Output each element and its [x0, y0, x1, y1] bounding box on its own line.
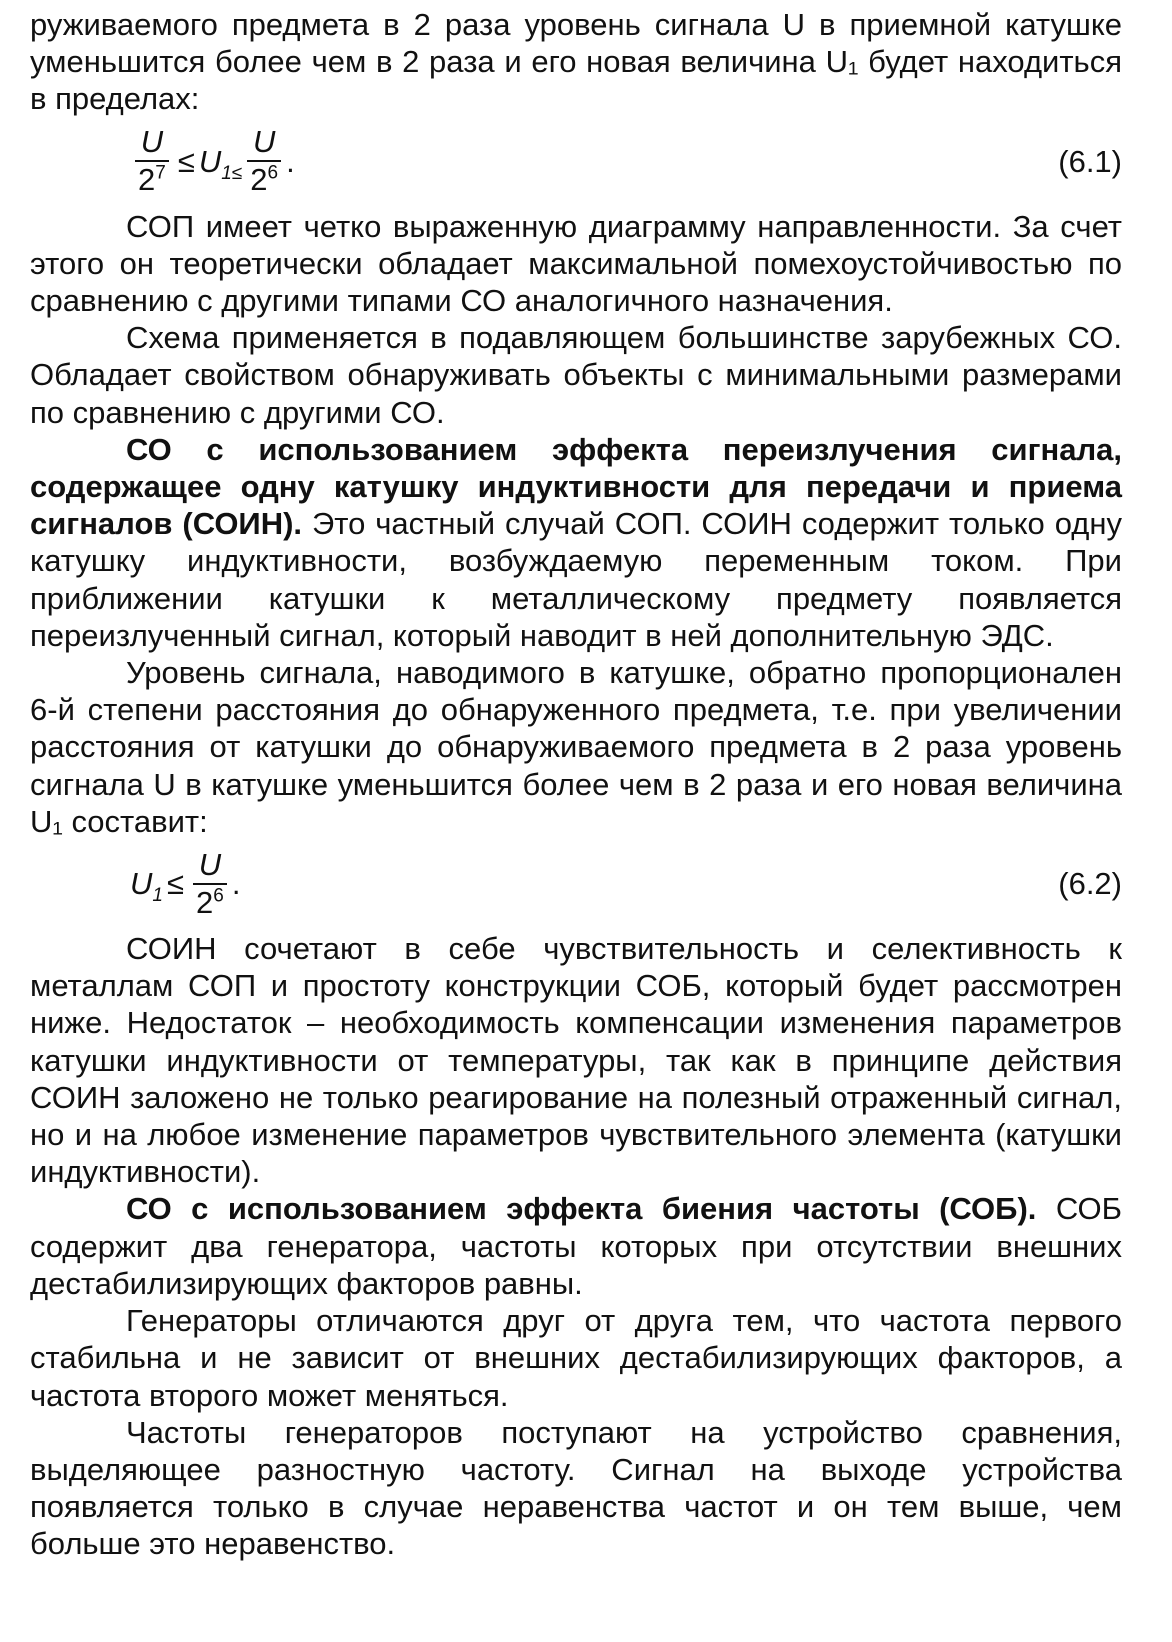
fraction-right: [246, 125, 282, 198]
variable-u: U: [198, 144, 222, 179]
fraction-numerator: U: [193, 848, 227, 885]
paragraph-soin-text: Это частный случай СОП. СОИН содержит только одну катушку индуктивности, возбуждаемую переменным током. При приближении катушки к металлическому предмету появляется переизлученный сигнал, который наводит в ней дополнительную ЭДС.: [30, 506, 1122, 653]
variable-subscript: 1: [152, 885, 163, 907]
fraction-left: [134, 125, 170, 198]
fraction-left-denominator: [134, 162, 170, 198]
formula-6-1-expression: [130, 122, 295, 202]
den-left-exponent: 7: [155, 162, 166, 184]
den-right-exponent: 6: [267, 162, 279, 184]
fraction-denominator: [192, 885, 228, 921]
variable-u1: [198, 143, 243, 185]
heading-soin: СО с использованием эффекта переизлучения сигнала, содержащее одну катушку индуктивности для передачи и приема сигналов (СОИН).: [30, 431, 1122, 542]
den-right-base: 2: [250, 162, 268, 198]
formula-6-2: [30, 844, 1122, 924]
equation-number-6-1: (6.1): [1058, 144, 1122, 179]
paragraph-generators: Генераторы отличаются друг от друга тем, что частота первого стабильна и не зависит от внешних дестабилизирующих факторов, а частота второго может меняться.: [30, 1303, 1122, 1413]
le-sign: ≤: [166, 866, 184, 902]
paragraph-frequencies: Частоты генераторов поступают на устройство сравнения, выделяющее разностную частоту. Сигнал на выходе устройства появляется только в случае неравенства частот и он тем выше, чем больше это неравенство.: [30, 1414, 1122, 1562]
variable-u: U: [130, 866, 153, 902]
paragraph-intro: руживаемого предмета в 2 раза уровень сигнала U в приемной катушке уменьшится более чем в 2 раза и его новая величина U₁ будет находиться в пределах:: [30, 7, 1122, 117]
paragraph-sob: [30, 1190, 1122, 1302]
den-left-base: 2: [138, 162, 156, 198]
fraction-right-numerator: U: [247, 125, 281, 162]
le-sign-1: ≤: [177, 144, 195, 179]
paragraph-sop-diagram: СОП имеет четко выраженную диаграмму направленности. За счет этого он теоретически обладает максимальной помехоустойчивостью по сравнению с другими типами СО аналогичного назначения.: [30, 208, 1122, 319]
paragraph-signal-level: Уровень сигнала, наводимого в катушке, обратно пропорционален 6-й степени расстояния до обнаруженного предмета, т.е. при увеличении расстояния от катушки до обнаруживаемого предмета в 2 раза уровень сигнала U в катушке уменьшится более чем в 2 раза и его новая величина U₁ составит:: [30, 655, 1122, 839]
paragraph-scheme: Схема применяется в подавляющем большинстве зарубежных СО. Обладает свойством обнаруживать объекты с минимальными размерами по сравнению с другими СО.: [30, 320, 1122, 430]
equation-number-6-2: (6.2): [1058, 866, 1122, 902]
variable-subscript: 1: [221, 163, 232, 185]
den-base: 2: [195, 884, 214, 920]
variable-u1: [130, 865, 163, 907]
fraction-right-denominator: [246, 162, 282, 198]
den-exponent: 6: [213, 885, 224, 907]
paragraph-sob-text: СОБ содержит два генератора, частоты которых при отсутствии внешних дестабилизирующих факторов равны.: [30, 1191, 1122, 1301]
fraction: [192, 848, 228, 921]
heading-sob: СО с использованием эффекта биения частоты (СОБ).: [126, 1191, 1037, 1227]
formula-6-1: [30, 122, 1122, 202]
paragraph-soin: [30, 431, 1122, 654]
formula-end-period: .: [286, 144, 295, 179]
formula-6-2-expression: [130, 844, 240, 924]
le-sign-2: ≤: [231, 163, 243, 185]
fraction-left-numerator: U: [135, 125, 169, 162]
formula-end-period: .: [231, 866, 241, 902]
paragraph-soin-combination: СОИН сочетают в себе чувствительность и селективность к металлам СОП и простоту конструкции СОБ, который будет рассмотрен ниже. Недостаток – необходимость компенсации изменения параметров катушки индуктивности от температуры, так как в принципе действия СОИН заложено не только реагирование на полезный отраженный сигнал, но и на любое изменение параметров чувствительного элемента (катушки индуктивности).: [30, 931, 1122, 1190]
